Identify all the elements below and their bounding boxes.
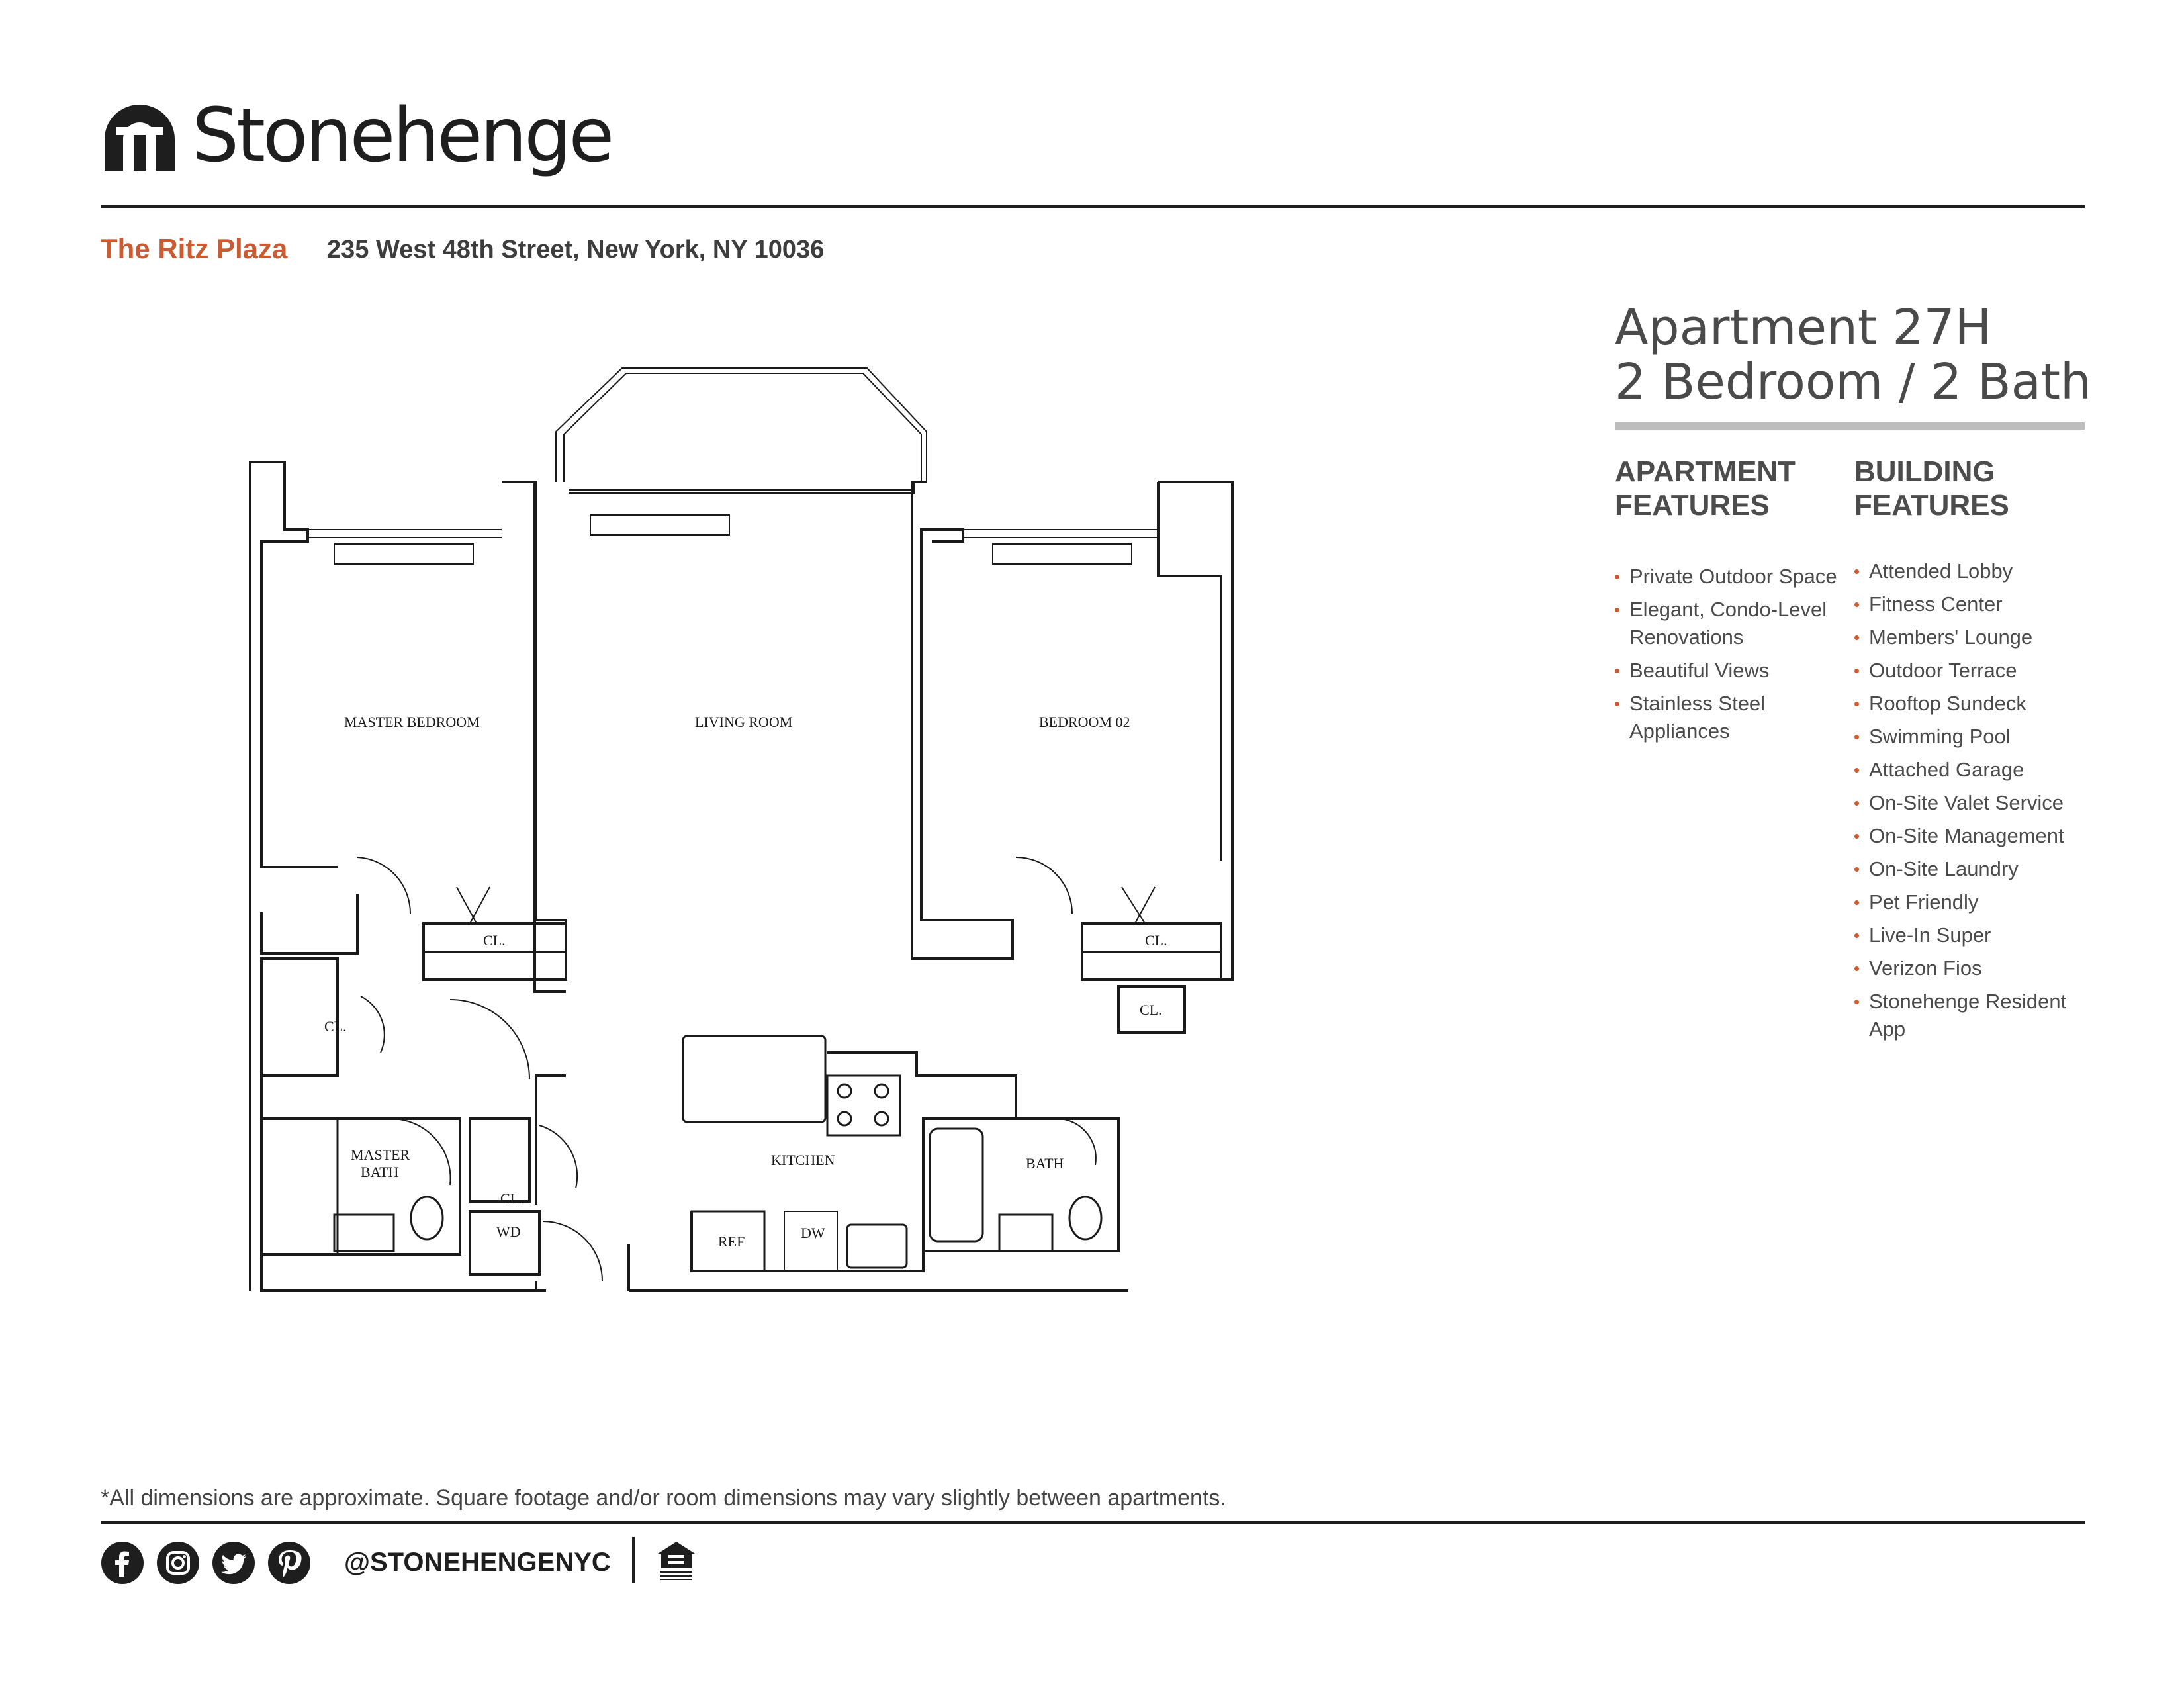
- equal-housing-opportunity-icon: [655, 1539, 698, 1581]
- dishwasher: [784, 1211, 837, 1271]
- building-feature-item-text: App: [1869, 1017, 1906, 1041]
- instagram-icon[interactable]: [156, 1541, 200, 1585]
- master-bath-shower: [261, 1119, 338, 1254]
- stove: [827, 1076, 900, 1135]
- building-feature-item: [1854, 822, 2085, 850]
- building-feature-item-text: On-Site Management: [1869, 824, 2064, 847]
- balcony-railing: [556, 368, 927, 482]
- building-feature-item-text: Members' Lounge: [1869, 626, 2033, 649]
- wall-master-bedroom: [250, 462, 338, 1291]
- footer-separator: [632, 1537, 635, 1583]
- room-label-kitchen: KITCHEN: [771, 1152, 835, 1168]
- bath-room: [923, 1119, 1118, 1251]
- building-feature-item-text: Live-In Super: [1869, 923, 1991, 947]
- closet-linen: [470, 1119, 529, 1201]
- footer-divider: [101, 1521, 2085, 1524]
- apartment-feature-item: [1615, 563, 1853, 590]
- room-label-wd: WD: [496, 1223, 521, 1240]
- building-feature-item-text: On-Site Laundry: [1869, 857, 2019, 880]
- building-feature-item: [1854, 988, 2085, 1043]
- master-bath-sink: [334, 1215, 394, 1251]
- building-feature-item-text: Outdoor Terrace: [1869, 659, 2017, 682]
- disclaimer: *All dimensions are approximate. Square footage and/or room dimensions may vary slightly between apartments.: [101, 1485, 1226, 1511]
- stonehenge-logo-icon: [101, 105, 179, 171]
- apartment-feature-item-text: Renovations: [1629, 626, 1744, 649]
- apartment-feature-item-text: Elegant, Condo-Level: [1629, 598, 1827, 621]
- building-feature-item: [1854, 888, 2085, 916]
- master-bath-toilet: [411, 1197, 443, 1239]
- room-label-bath: BATH: [1026, 1155, 1064, 1172]
- apartment-title: Apartment 27H: [1615, 299, 1992, 356]
- building-feature-item: [1854, 690, 2085, 718]
- wall-bedroom02: [912, 482, 1013, 959]
- building-feature-item-text: Rooftop Sundeck: [1869, 692, 2026, 715]
- building-feature-item: [1854, 855, 2085, 883]
- apartment-feature-item: [1615, 596, 1853, 651]
- property-name: The Ritz Plaza: [101, 233, 288, 264]
- header-divider: [101, 205, 2085, 208]
- room-label-master-bath-2: BATH: [361, 1164, 399, 1180]
- social-handle[interactable]: @STONEHENGENYC: [344, 1548, 611, 1577]
- building-feature-item: [1854, 657, 2085, 684]
- room-label-master-bedroom: MASTER BEDROOM: [344, 714, 480, 730]
- wall-living-top: [569, 482, 927, 493]
- building-feature-item: [1854, 723, 2085, 751]
- building-feature-item-text: Pet Friendly: [1869, 890, 1979, 914]
- room-label-closet-bedroom02: CL.: [1145, 932, 1167, 949]
- apartment-feature-item-text: Stainless Steel: [1629, 692, 1766, 715]
- washer-dryer: [470, 1211, 539, 1274]
- apartment-feature-item-text: Private Outdoor Space: [1629, 565, 1837, 588]
- building-feature-item: [1854, 624, 2085, 651]
- room-label-bedroom-02: BEDROOM 02: [1039, 714, 1130, 730]
- building-feature-item-text: On-Site Valet Service: [1869, 791, 2064, 814]
- building-feature-item-text: Fitness Center: [1869, 592, 2003, 616]
- pinterest-icon[interactable]: [267, 1541, 311, 1585]
- floor-plan: [225, 344, 1257, 1304]
- room-label-dw: DW: [801, 1225, 825, 1241]
- bath-toilet: [1069, 1197, 1101, 1239]
- master-bath-room: [261, 1119, 460, 1254]
- building-feature-item-text: Stonehenge Resident: [1869, 990, 2067, 1013]
- building-feature-item: [1854, 756, 2085, 784]
- room-label-living-room: LIVING ROOM: [695, 714, 793, 730]
- brand-name: Stonehenge: [192, 93, 612, 179]
- apartment-divider: [1615, 422, 2085, 430]
- building-feature-item: [1854, 557, 2085, 585]
- bath-tub: [930, 1129, 983, 1241]
- building-features-heading: BUILDING FEATURES: [1854, 455, 2009, 522]
- closet-hall: [261, 959, 338, 1076]
- room-label-closet-hall: CL.: [324, 1018, 347, 1035]
- building-feature-item-text: Attached Garage: [1869, 758, 2025, 781]
- building-feature-item: [1854, 590, 2085, 618]
- building-feature-item-text: Verizon Fios: [1869, 957, 1982, 980]
- room-label-closet-master: CL.: [483, 932, 506, 949]
- building-feature-item: [1854, 921, 2085, 949]
- bath-sink: [999, 1215, 1052, 1251]
- room-label-master-bath-1: MASTER: [351, 1147, 410, 1163]
- apartment-features-list: [1615, 563, 1853, 751]
- kitchen-counter-upper: [683, 1036, 825, 1122]
- room-label-closet-linen: CL.: [500, 1190, 523, 1207]
- building-feature-item: [1854, 789, 2085, 817]
- apartment-subtitle: 2 Bedroom / 2 Bath: [1615, 353, 2091, 410]
- apartment-feature-item-text: Appliances: [1629, 720, 1730, 743]
- room-label-ref: REF: [718, 1233, 745, 1250]
- facebook-icon[interactable]: [101, 1541, 144, 1585]
- apartment-feature-item: [1615, 657, 1853, 684]
- property-address: 235 West 48th Street, New York, NY 10036: [327, 236, 825, 263]
- kitchen-sink: [847, 1225, 907, 1268]
- building-feature-item-text: Attended Lobby: [1869, 559, 2013, 583]
- apartment-feature-item-text: Beautiful Views: [1629, 659, 1770, 682]
- building-features-list: [1854, 557, 2085, 1049]
- apartment-features-heading: APARTMENT FEATURES: [1615, 455, 1796, 522]
- twitter-icon[interactable]: [212, 1541, 255, 1585]
- building-feature-item-text: Swimming Pool: [1869, 725, 2011, 748]
- room-label-closet-east: CL.: [1140, 1002, 1162, 1018]
- building-feature-item: [1854, 955, 2085, 982]
- apartment-feature-item: [1615, 690, 1853, 745]
